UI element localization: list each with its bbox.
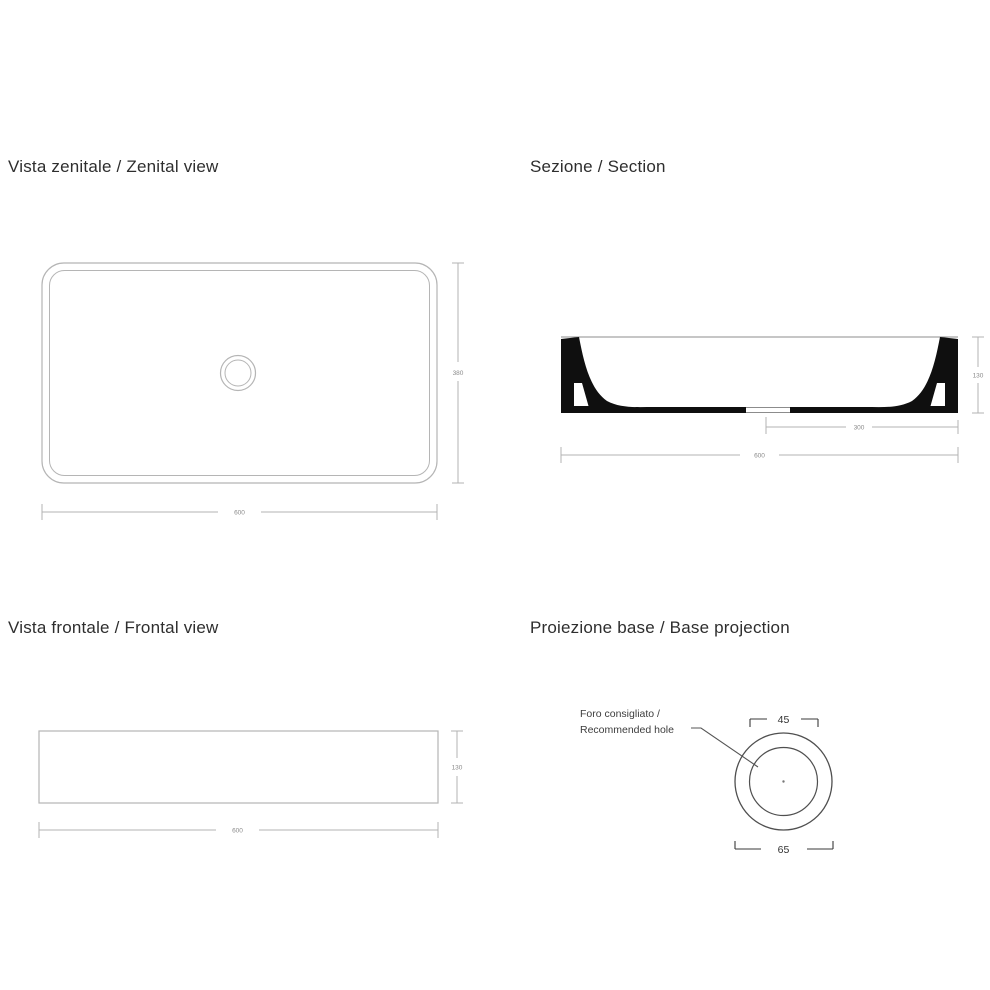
- section-width-dimension: [561, 447, 958, 463]
- section-view-title: Sezione / Section: [530, 157, 666, 176]
- zenital-view-title: Vista zenitale / Zenital view: [8, 157, 219, 176]
- section-profile-shape: [561, 337, 958, 413]
- basin-outer-rim: [42, 263, 437, 483]
- base-hole-label: 45: [777, 714, 790, 726]
- note-leader-line: [691, 728, 758, 767]
- base-outer-label: 65: [777, 844, 790, 856]
- recommended-hole-note-line2: Recommended hole: [580, 724, 674, 736]
- section-halfwidth-label: 300: [853, 424, 865, 432]
- frontal-view-drawing: [0, 600, 500, 860]
- base-hole-dimension: [750, 714, 818, 727]
- section-height-label: 130: [972, 372, 984, 380]
- section-view-drawing: [550, 325, 990, 470]
- zenital-width-label: 600: [234, 509, 245, 517]
- basin-front-outline: [39, 731, 438, 803]
- frontal-width-dimension: [39, 822, 438, 838]
- base-projection-drawing: [520, 600, 990, 890]
- drain-inner-circle: [225, 360, 251, 386]
- section-width-label: 600: [754, 452, 765, 460]
- frontal-width-label: 600: [232, 827, 243, 835]
- section-height-dimension: [972, 337, 984, 413]
- basin-inner-rim: [50, 271, 430, 476]
- section-halfwidth-dimension: [766, 417, 958, 434]
- frontal-height-dimension: [451, 731, 463, 803]
- base-outer-dimension: [735, 841, 833, 856]
- base-projection-title: Proiezione base / Base projection: [530, 618, 790, 637]
- zenital-view-drawing: [30, 250, 475, 525]
- drain-outer-circle: [221, 356, 256, 391]
- frontal-height-label: 130: [451, 764, 463, 772]
- frontal-view-title: Vista frontale / Frontal view: [8, 618, 219, 637]
- zenital-width-dimension: [42, 504, 437, 520]
- zenital-depth-dimension: [452, 263, 464, 483]
- recommended-hole-note-line1: Foro consigliato /: [580, 708, 660, 720]
- zenital-depth-label: 380: [452, 370, 464, 377]
- base-center-mark: [782, 780, 784, 782]
